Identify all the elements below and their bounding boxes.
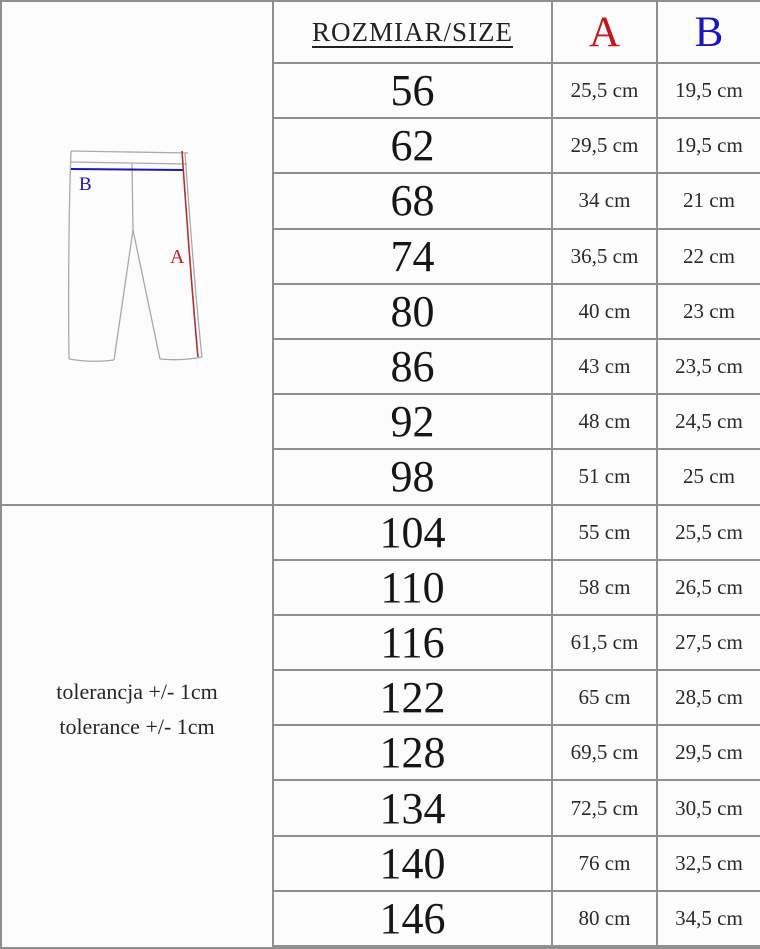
table-row [274, 340, 760, 395]
measurement-b-cell: 21 cm [683, 188, 735, 213]
size-cell: 128 [274, 726, 553, 779]
size-cell: 116 [274, 616, 553, 669]
measurement-b-cell: 25,5 cm [675, 519, 743, 544]
measurement-b-cell: 32,5 cm [675, 850, 743, 875]
measurement-b-cell: 25 cm [683, 464, 735, 489]
measurement-b-cell: 29,5 cm [675, 740, 743, 765]
table-row [274, 230, 760, 285]
measurement-b-cell: 26,5 cm [675, 574, 743, 599]
measurement-a-cell: 34 cm [553, 174, 658, 227]
table-row [274, 450, 760, 505]
measurement-a-cell: 51 cm [553, 450, 658, 503]
measurement-b-cell: 23,5 cm [675, 354, 743, 379]
table-row [274, 561, 760, 616]
measurement-a-cell: 25,5 cm [553, 64, 658, 117]
measurement-b-cell: 19,5 cm [675, 133, 743, 158]
measurement-b-cell: 28,5 cm [675, 685, 743, 710]
diagram-label-a: A [170, 246, 185, 268]
measurement-a-cell: 72,5 cm [553, 781, 658, 834]
table-row [274, 174, 760, 229]
measurement-a-cell: 65 cm [553, 671, 658, 724]
header-a-column: A [553, 2, 658, 62]
size-cell: 104 [274, 506, 553, 559]
measurement-a-cell: 61,5 cm [553, 616, 658, 669]
table-row [274, 64, 760, 119]
size-cell: 122 [274, 671, 553, 724]
measurement-b-cell: 19,5 cm [675, 78, 743, 103]
measurement-b-cell: 24,5 cm [675, 409, 743, 434]
table-row [274, 616, 760, 671]
measurement-a-cell: 36,5 cm [553, 230, 658, 283]
table-row [274, 892, 760, 947]
measurement-b-cell: 30,5 cm [675, 795, 743, 820]
size-cell: 80 [274, 285, 553, 338]
size-cell: 92 [274, 395, 553, 448]
tolerance-note [2, 472, 272, 947]
tolerance-line-en: tolerance +/- 1cm [59, 713, 215, 739]
table-row [274, 119, 760, 174]
measurement-a-cell: 80 cm [553, 892, 658, 945]
size-cell: 86 [274, 340, 553, 393]
size-cell: 146 [274, 892, 553, 945]
table-body [274, 64, 760, 947]
size-cell: 62 [274, 119, 553, 172]
measurement-a-cell: 69,5 cm [553, 726, 658, 779]
size-cell: 74 [274, 230, 553, 283]
header-b-column: B [694, 8, 724, 56]
table-row [274, 781, 760, 836]
size-cell: 56 [274, 64, 553, 117]
size-cell: 68 [274, 174, 553, 227]
left-panel [2, 2, 274, 947]
pants-diagram-cell [2, 2, 272, 506]
table-row [274, 506, 760, 561]
table-row [274, 285, 760, 340]
measurement-a-cell: 58 cm [553, 561, 658, 614]
measurement-a-cell: 76 cm [553, 837, 658, 890]
size-table [274, 2, 760, 947]
size-cell: 98 [274, 450, 553, 503]
measurement-b-cell: 23 cm [683, 298, 735, 323]
table-row [274, 726, 760, 781]
size-cell: 134 [274, 781, 553, 834]
table-row [274, 395, 760, 450]
table-header-row [274, 2, 760, 64]
measurement-a-cell: 29,5 cm [553, 119, 658, 172]
measurement-b-cell: 27,5 cm [675, 629, 743, 654]
tolerance-line-pl: tolerancja +/- 1cm [56, 679, 218, 705]
table-row [274, 671, 760, 726]
measurement-b-cell: 22 cm [683, 243, 735, 268]
measurement-a-cell: 55 cm [553, 506, 658, 559]
measurement-b-cell: 34,5 cm [675, 905, 743, 930]
pants-diagram [62, 143, 212, 371]
size-cell: 140 [274, 837, 553, 890]
table-row [274, 837, 760, 892]
measurement-a-cell: 48 cm [553, 395, 658, 448]
measurement-a-cell: 43 cm [553, 340, 658, 393]
diagram-label-b: B [79, 174, 92, 195]
waist-measure-line-b [71, 169, 183, 170]
size-cell: 110 [274, 561, 553, 614]
measurement-a-cell: 40 cm [553, 285, 658, 338]
header-size-column: ROZMIAR/SIZE [274, 2, 553, 62]
